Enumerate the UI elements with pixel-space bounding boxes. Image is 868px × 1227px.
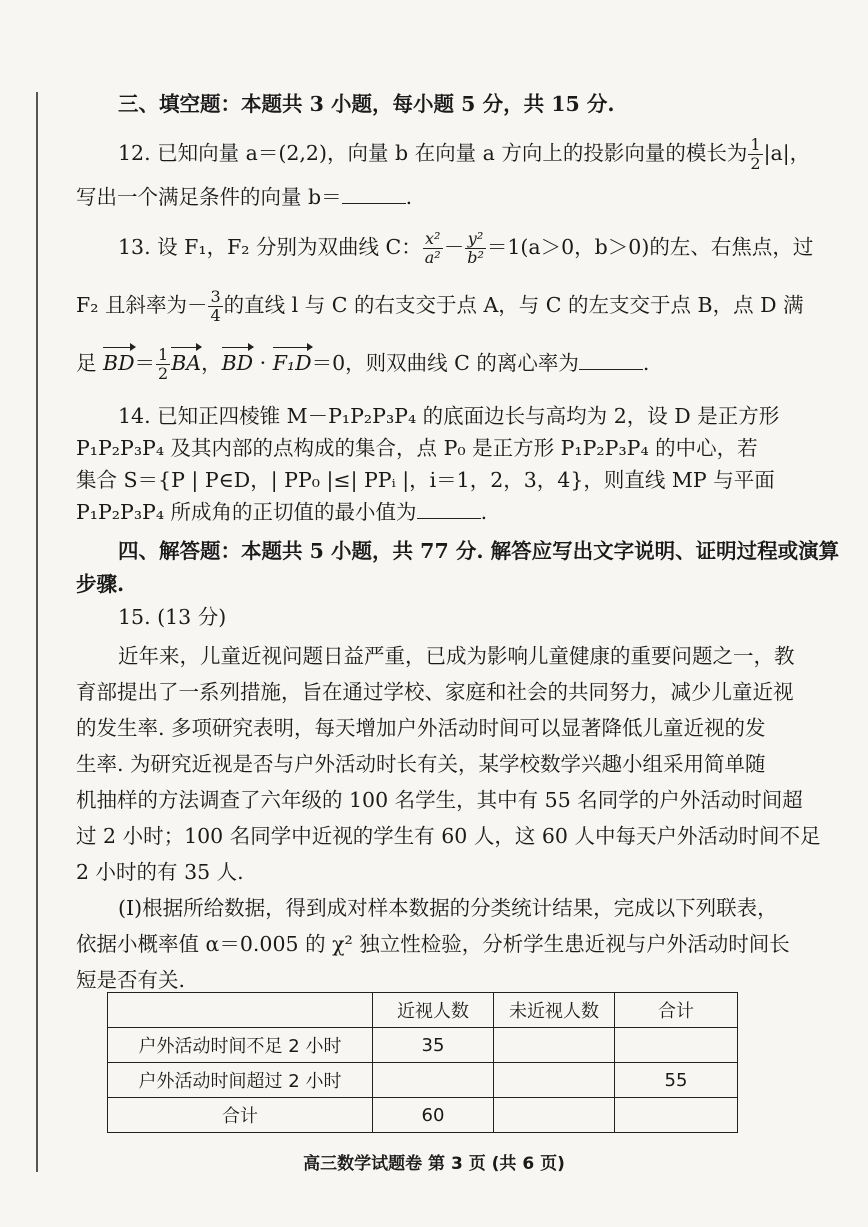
q13-frac-y-den: b² — [467, 248, 484, 267]
q14-line4 — [76, 498, 776, 526]
q13-half-den: 2 — [158, 364, 169, 383]
q13-frac-y-num: y² — [465, 230, 486, 249]
q13-line1 — [118, 230, 818, 267]
table-header-cell: 近视人数 — [373, 993, 494, 1028]
q15-para-line: 过 2 小时；100 名同学中近视的学生有 60 人，这 60 人中每天户外活动时间不足 — [76, 824, 821, 848]
q14-line2: P₁P₂P₃P₄ 及其内部的点构成的集合，点 P₀ 是正方形 P₁P₂P₃P₄ 的中心，若 — [76, 436, 758, 460]
page-footer: 高三数学试题卷 第 3 页 (共 6 页) — [303, 1154, 565, 1174]
table-cell-blank[interactable] — [494, 1063, 615, 1098]
q15-header: 15. (13 分) — [118, 605, 227, 629]
q15-para-line: 近年来，儿童近视问题日益严重，已成为影响儿童健康的重要问题之一，教 — [118, 644, 795, 668]
q15-para-line: 2 小时的有 35 人. — [76, 860, 244, 884]
table-row — [108, 1098, 738, 1133]
q15-part1-line: (Ⅰ)根据所给数据，得到成对样本数据的分类统计结果，完成以下列联表， — [118, 896, 778, 920]
q15-part1-line: 依据小概率值 α＝0.005 的 χ² 独立性检验，分析学生患近视与户外活动时间长 — [76, 932, 790, 956]
q13-text-f: ＝0，则双曲线 C 的离心率为 — [311, 351, 579, 375]
table-cell: 55 — [615, 1063, 738, 1098]
q13-comma: ， — [201, 351, 222, 375]
q13-half — [156, 346, 170, 383]
q13-answer-blank[interactable] — [579, 351, 643, 370]
q12-frac-den: 2 — [750, 154, 761, 173]
contingency-table — [107, 992, 738, 1133]
table-row — [108, 1028, 738, 1063]
q14-answer-blank[interactable] — [417, 500, 481, 519]
table-header-cell: 合计 — [615, 993, 738, 1028]
table-cell: 户外活动时间超过 2 小时 — [108, 1063, 373, 1098]
table-header-row — [108, 993, 738, 1028]
q12-text-b: |a|， — [763, 141, 811, 165]
q13-half-num: 1 — [158, 345, 169, 364]
q13-text-c: F₂ 且斜率为－ — [76, 293, 208, 317]
q13-slope-num: 3 — [210, 287, 221, 306]
q13-text-b: ＝1(a＞0，b＞0)的左、右焦点，过 — [486, 235, 814, 259]
table-cell-blank[interactable] — [494, 1028, 615, 1063]
q13-dot: · — [253, 351, 273, 375]
q12-text-a: 12. 已知向量 a＝(2,2)，向量 b 在向量 a 方向上的投影向量的模长为 — [118, 141, 748, 165]
q14-line1: 14. 已知正四棱锥 M－P₁P₂P₃P₄ 的底面边长与高均为 2，设 D 是正方形 — [118, 404, 780, 428]
q12-fraction — [748, 136, 762, 173]
q13-line2 — [76, 287, 804, 325]
q13-slope — [208, 288, 222, 325]
table-cell: 60 — [373, 1098, 494, 1133]
vector-bd: BD — [103, 351, 135, 375]
q14-text-a: P₁P₂P₃P₄ 所成角的正切值的最小值为 — [76, 500, 417, 524]
q14-line3: 集合 S＝{P | P∈D，| PP₀ |≤| PPᵢ |，i＝1，2，3，4}，则直线 MP 与平面 — [76, 468, 775, 492]
q12-line2 — [76, 183, 776, 211]
q15-para-line: 的发生率. 多项研究表明，每天增加户外活动时间可以显著降低儿童近视的发 — [76, 716, 766, 740]
table-cell: 35 — [373, 1028, 494, 1063]
q15-para-line: 育部提出了一系列措施，旨在通过学校、家庭和社会的共同努力，减少儿童近视 — [76, 680, 794, 704]
table-cell-blank[interactable] — [494, 1098, 615, 1133]
q13-slope-den: 4 — [210, 306, 221, 325]
table-cell: 户外活动时间不足 2 小时 — [108, 1028, 373, 1063]
q13-text-a: 13. 设 F₁，F₂ 分别为双曲线 C： — [118, 235, 422, 259]
q15-part1-line: 短是否有关. — [76, 968, 186, 992]
q13-text-d: 的直线 l 与 C 的右支交于点 A，与 C 的左支交于点 B，点 D 满 — [223, 293, 804, 317]
q13-frac-x — [423, 230, 443, 267]
vector-ba: BA — [171, 351, 202, 375]
table-cell-blank[interactable] — [373, 1063, 494, 1098]
q12-text-c: 写出一个满足条件的向量 b＝ — [76, 185, 342, 209]
section3-title: 三、填空题：本题共 3 小题，每小题 5 分，共 15 分. — [118, 92, 615, 116]
q13-frac-x-num: x² — [423, 230, 443, 249]
table-cell-blank[interactable] — [615, 1028, 738, 1063]
vector-f1d: F₁D — [272, 351, 312, 375]
table-header-cell: 未近视人数 — [494, 993, 615, 1028]
section4-title-line2: 步骤. — [76, 572, 125, 596]
section4-title-line1: 四、解答题：本题共 5 小题，共 77 分. 解答应写出文字说明、证明过程或演算 — [118, 539, 840, 563]
table-header-cell — [108, 993, 373, 1028]
q13-line3 — [76, 346, 776, 383]
q14-text-b: . — [480, 500, 488, 524]
q15-para-line: 生率. 为研究近视是否与户外活动时长有关，某学校数学兴趣小组采用简单随 — [76, 752, 766, 776]
q12-frac-num: 1 — [750, 135, 761, 154]
q12-text-d: . — [405, 185, 413, 209]
table-cell: 合计 — [108, 1098, 373, 1133]
q13-text-e: 足 — [76, 351, 97, 375]
table-cell-blank[interactable] — [615, 1098, 738, 1133]
q13-minus: － — [443, 235, 465, 259]
q15-para-line: 机抽样的方法调查了六年级的 100 名学生，其中有 55 名同学的户外活动时间超 — [76, 788, 803, 812]
q12-line1 — [118, 136, 818, 173]
q13-frac-x-den: a² — [424, 248, 441, 267]
q13-eq: ＝ — [134, 351, 156, 375]
q13-text-g: . — [642, 351, 650, 375]
table-row — [108, 1063, 738, 1098]
vector-bd-2: BD — [221, 351, 254, 375]
q12-answer-blank[interactable] — [342, 185, 406, 204]
q13-frac-y — [465, 230, 486, 267]
